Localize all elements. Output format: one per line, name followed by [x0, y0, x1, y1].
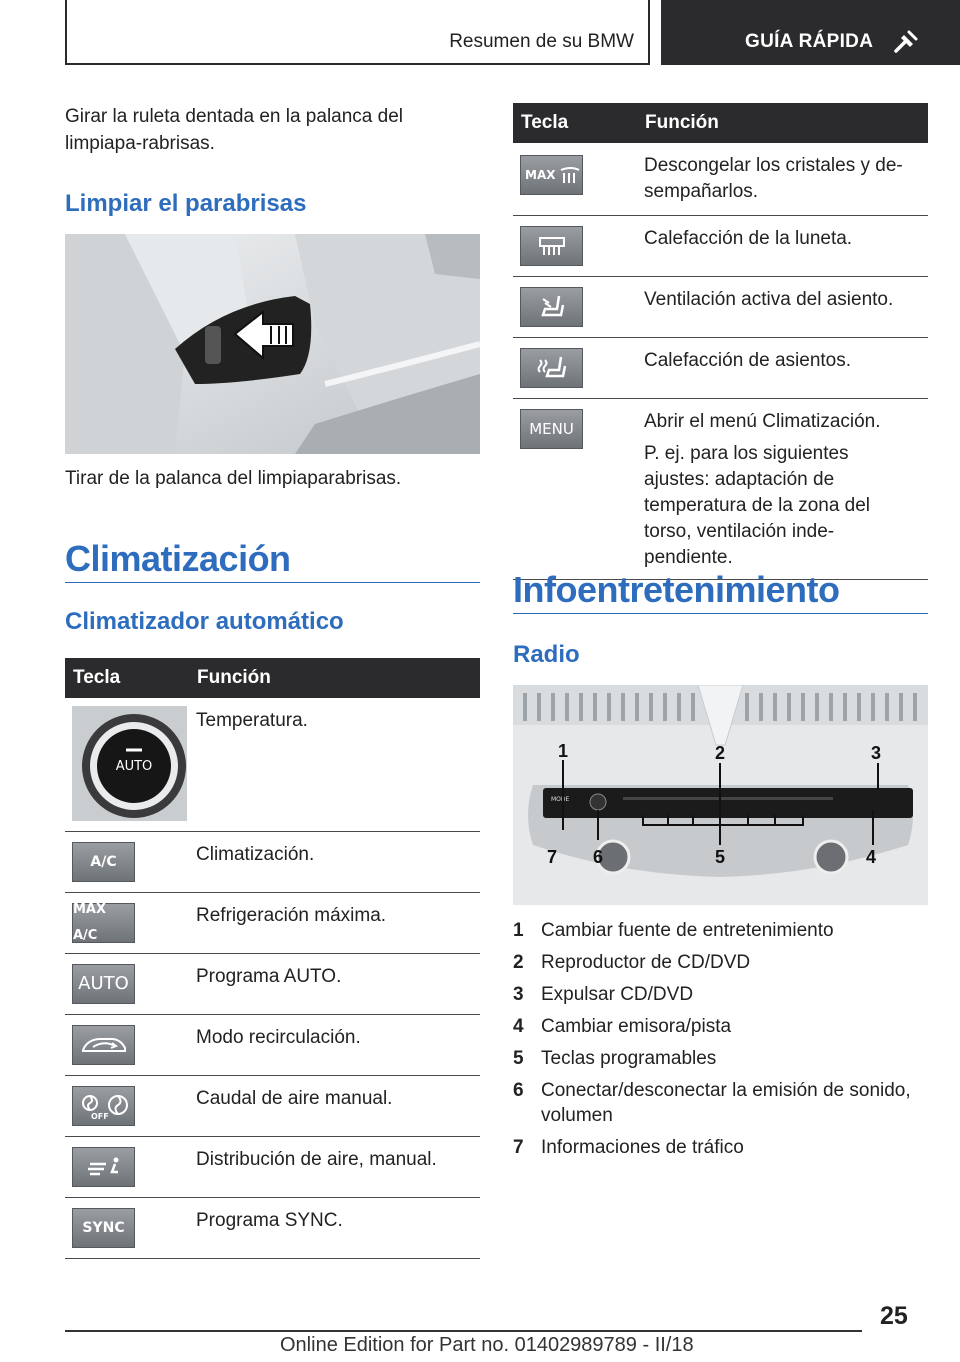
legend-number: 1 — [513, 920, 524, 941]
callout-1: 1 — [558, 741, 569, 761]
legend-text: Conectar/desconectar la emisión de sonido, volumen — [541, 1080, 911, 1126]
table-row — [65, 954, 480, 1015]
table-row — [513, 399, 928, 580]
function-text: Climatización. — [187, 832, 480, 893]
radio-panel-photo — [513, 685, 928, 905]
footer-rule — [65, 1330, 862, 1332]
legend-text: Teclas programables — [541, 1048, 717, 1069]
col-function-header: Función — [635, 103, 928, 143]
max-ac-key: MAX A/C — [72, 903, 135, 943]
list-item — [513, 950, 928, 975]
legend-number: 4 — [513, 1016, 524, 1037]
heading-rule — [65, 582, 480, 583]
callout-5: 5 — [715, 847, 726, 867]
svg-text:OFF: OFF — [90, 1112, 109, 1121]
table-row — [513, 143, 928, 216]
radio-heading: Radio — [513, 641, 580, 668]
function-detail: P. ej. para los siguientes ajustes: adaptación de temperatura de la zona del torso, ventilación inde-pendiente. — [644, 443, 871, 568]
legend-text: Cambiar emisora/pista — [541, 1016, 732, 1037]
function-text: Distribución de aire, manual. — [187, 1137, 480, 1198]
list-item — [513, 1078, 928, 1128]
climate-key-table — [65, 658, 480, 1259]
list-item — [513, 982, 928, 1007]
table-row — [65, 1198, 480, 1259]
page-number: 25 — [880, 1302, 908, 1330]
table-row — [65, 1137, 480, 1198]
temperature-knob-icon — [72, 706, 187, 821]
col-key-header: Tecla — [513, 103, 635, 143]
table-row — [513, 277, 928, 338]
list-item — [513, 918, 928, 943]
list-item — [513, 1014, 928, 1039]
function-text: Abrir el menú Climatización. — [644, 411, 881, 432]
table-row — [513, 338, 928, 399]
header-section-title: Resumen de su BMW — [449, 31, 634, 52]
callout-4: 4 — [866, 847, 877, 867]
seat-heating-icon — [520, 348, 583, 388]
wrench-icon — [893, 29, 919, 55]
sync-key: SYNC — [72, 1208, 135, 1248]
menu-key: MENU — [520, 409, 583, 449]
max-label: MAX — [524, 168, 555, 182]
edition-footer: Online Edition for Part no. 01402989789 - II/18 — [280, 1334, 694, 1356]
recirculation-icon — [72, 1025, 135, 1065]
table-row — [65, 1015, 480, 1076]
callout-7: 7 — [547, 847, 558, 867]
legend-number: 5 — [513, 1048, 524, 1069]
wiper-caption: Tirar de la palanca del limpiaparabrisas. — [65, 468, 402, 489]
auto-climate-heading: Climatizador automático — [65, 608, 344, 635]
function-text: Descongelar los cristales y de-sempañarlos. — [635, 143, 928, 216]
table-header-row — [65, 658, 480, 698]
list-item — [513, 1046, 928, 1071]
table-row — [65, 832, 480, 893]
header-section-box — [65, 0, 650, 65]
col-function-header: Función — [187, 658, 480, 698]
function-text: Calefacción de asientos. — [635, 338, 928, 399]
table-row — [513, 216, 928, 277]
intro-text: Girar la ruleta dentada en la palanca del limpiapa-rabrisas. — [65, 106, 404, 154]
table-row — [65, 1076, 480, 1137]
col-key-header: Tecla — [65, 658, 187, 698]
climate-heading: Climatización — [65, 538, 291, 579]
knob-label: AUTO — [115, 759, 153, 774]
ac-key: A/C — [72, 842, 135, 882]
infotainment-heading: Infoentretenimiento — [513, 569, 840, 610]
callout-6: 6 — [593, 847, 604, 867]
wiper-heading: Limpiar el parabrisas — [65, 190, 307, 217]
function-text: Ventilación activa del asiento. — [635, 277, 928, 338]
function-text: Refrigeración máxima. — [187, 893, 480, 954]
heading-rule — [513, 613, 928, 614]
wiper-lever-photo — [65, 234, 480, 454]
function-text: Modo recirculación. — [187, 1015, 480, 1076]
radio-legend — [513, 918, 928, 1160]
air-distribution-icon — [72, 1147, 135, 1187]
mode-label: MODE — [551, 796, 570, 803]
seat-ventilation-icon — [520, 287, 583, 327]
function-text: Programa SYNC. — [187, 1198, 480, 1259]
header-chapter-box — [661, 0, 960, 65]
legend-text: Cambiar fuente de entretenimiento — [541, 920, 834, 941]
legend-text: Informaciones de tráfico — [541, 1137, 744, 1158]
table-row — [65, 893, 480, 954]
defrost-key-table — [513, 103, 928, 580]
legend-number: 3 — [513, 984, 524, 1005]
callout-3: 3 — [871, 743, 882, 763]
fan-icon — [72, 1086, 135, 1126]
legend-number: 7 — [513, 1137, 524, 1158]
callout-2: 2 — [715, 743, 726, 763]
table-header-row — [513, 103, 928, 143]
auto-key: AUTO — [72, 964, 135, 1004]
rear-defrost-icon — [520, 226, 583, 266]
legend-text: Reproductor de CD/DVD — [541, 952, 751, 973]
function-text: Caudal de aire manual. — [187, 1076, 480, 1137]
function-text: Programa AUTO. — [187, 954, 480, 1015]
table-row — [65, 698, 480, 832]
legend-text: Expulsar CD/DVD — [541, 984, 694, 1005]
function-text: Calefacción de la luneta. — [635, 216, 928, 277]
legend-number: 6 — [513, 1080, 524, 1101]
header-chapter-title: GUÍA RÁPIDA — [745, 31, 874, 52]
list-item — [513, 1135, 928, 1160]
max-defrost-icon — [520, 155, 583, 195]
legend-number: 2 — [513, 952, 524, 973]
function-text: Temperatura. — [187, 698, 480, 832]
